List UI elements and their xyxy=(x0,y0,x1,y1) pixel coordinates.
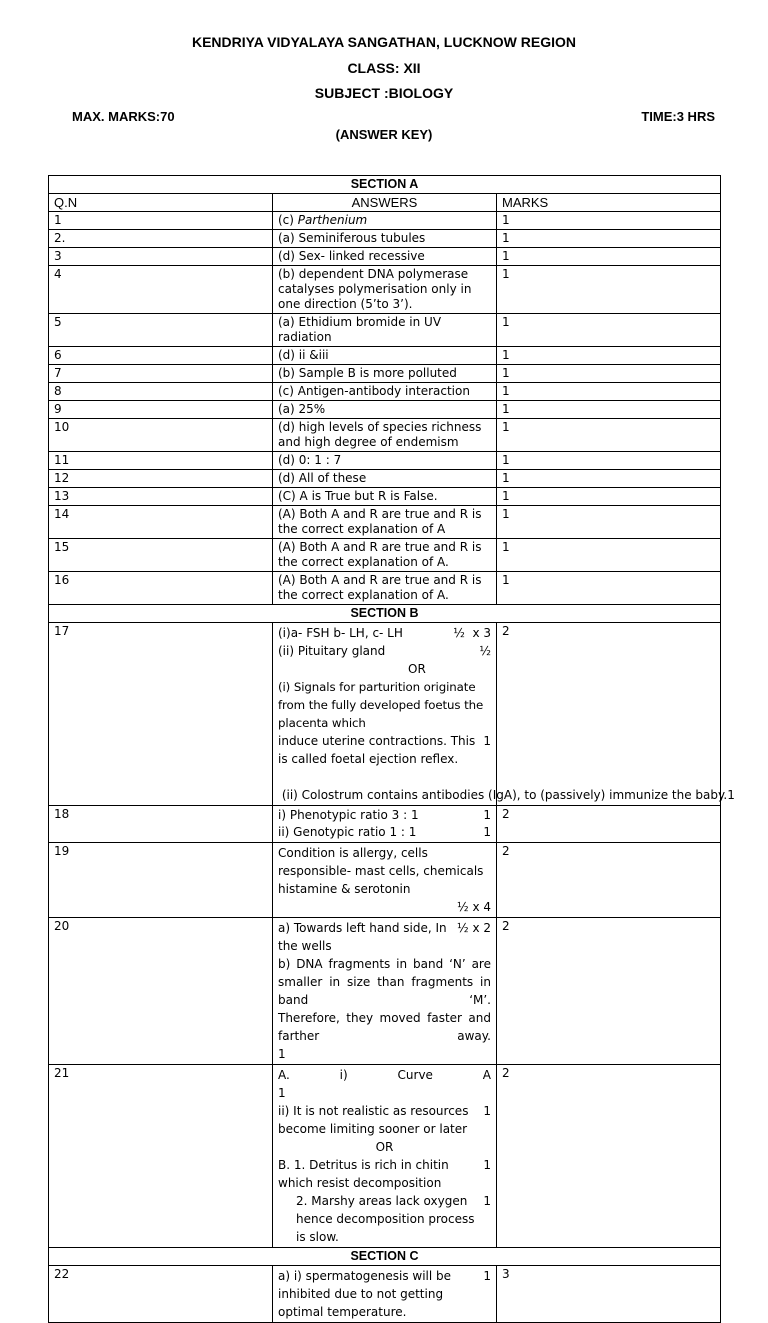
qn-cell: 6 xyxy=(49,347,273,365)
table-row xyxy=(49,212,721,230)
q21-line1-marks: 1 xyxy=(278,1086,286,1100)
q21-line4-marks: 1 xyxy=(483,1194,491,1208)
table-row-q17 xyxy=(49,623,721,806)
answer-cell: (a) 25% xyxy=(273,401,497,419)
qn-cell: 17 xyxy=(49,623,273,806)
marks-cell: 1 xyxy=(497,572,721,605)
qn-cell: 4 xyxy=(49,266,273,314)
qn-cell: 5 xyxy=(49,314,273,347)
q17-para2: induce uterine contractions. This is called foetal ejection reflex. xyxy=(278,734,476,766)
table-row xyxy=(49,230,721,248)
q17-para1: (i) Signals for parturition originate from the fully developed foetus the placenta which xyxy=(278,680,484,730)
section-b-title: SECTION B xyxy=(49,605,721,623)
q18-line1-marks: 1 xyxy=(483,808,491,822)
answer-cell: (d) All of these xyxy=(273,470,497,488)
col-answers: ANSWERS xyxy=(273,194,497,212)
qn-cell: 16 xyxy=(49,572,273,605)
qn-cell: 11 xyxy=(49,452,273,470)
table-row xyxy=(49,488,721,506)
table-row xyxy=(49,365,721,383)
q20-line1-marks: ½ x 2 xyxy=(457,921,491,935)
table-row xyxy=(49,248,721,266)
marks-cell: 1 xyxy=(497,452,721,470)
q17-or: OR xyxy=(408,662,426,676)
answer-cell xyxy=(273,806,497,843)
marks-cell: 1 xyxy=(497,488,721,506)
q22-line1: a) i) spermatogenesis will be inhibited due to not getting optimal temperature. xyxy=(278,1269,452,1319)
answer-cell: (a) Seminiferous tubules xyxy=(273,230,497,248)
q17-line1: (i)a- FSH b- LH, c- LH xyxy=(278,626,403,640)
q20-line4-marks: 1 xyxy=(278,1047,286,1061)
column-header-row xyxy=(49,194,721,212)
class-label: CLASS: XII xyxy=(347,60,421,76)
qn-cell: 1 xyxy=(49,212,273,230)
answer-cell: (C) A is True but R is False. xyxy=(273,488,497,506)
marks-cell: 1 xyxy=(497,266,721,314)
answer-cell: (A) Both A and R are true and R is the correct explanation of A. xyxy=(273,572,497,605)
section-b-header xyxy=(49,605,721,623)
qn-cell: 10 xyxy=(49,419,273,452)
col-marks: MARKS xyxy=(497,194,721,212)
table-row-q18 xyxy=(49,806,721,843)
answer-cell: (c) Antigen-antibody interaction xyxy=(273,383,497,401)
table-row-q20 xyxy=(49,918,721,1065)
answer-cell: (d) ii &iii xyxy=(273,347,497,365)
section-a-title: SECTION A xyxy=(49,176,721,194)
marks-cell: 1 xyxy=(497,314,721,347)
answer-cell: (d) high levels of species richness and high degree of endemism xyxy=(273,419,497,452)
qn-cell: 12 xyxy=(49,470,273,488)
answer-prefix: (c) xyxy=(278,213,298,227)
table-row-q21 xyxy=(49,1065,721,1248)
qn-cell: 21 xyxy=(49,1065,273,1248)
qn-cell: 18 xyxy=(49,806,273,843)
table-row xyxy=(49,314,721,347)
marks-cell: 2 xyxy=(497,843,721,918)
q20-line2: b) DNA fragments in band ‘N’ are smaller in size than fragments in band ‘M’. xyxy=(278,957,491,1007)
table-row xyxy=(49,539,721,572)
section-c-header xyxy=(49,1248,721,1266)
marks-cell: 1 xyxy=(497,248,721,266)
answer-cell: (A) Both A and R are true and R is the correct explanation of A xyxy=(273,506,497,539)
table-row-q19 xyxy=(49,843,721,918)
marks-cell: 1 xyxy=(497,365,721,383)
answer-italic: Parthenium xyxy=(297,213,368,227)
qn-cell: 8 xyxy=(49,383,273,401)
q17-line2: (ii) Pituitary gland xyxy=(278,644,386,658)
answer-cell: (d) Sex- linked recessive xyxy=(273,248,497,266)
answer-key-table xyxy=(48,175,735,1323)
answer-cell: (b) dependent DNA polymerase catalyses polymerisation only in one direction (5’to 3’). xyxy=(273,266,497,314)
table-row xyxy=(49,506,721,539)
table-row xyxy=(49,401,721,419)
q17-line1-marks: ½ x 3 xyxy=(453,626,491,640)
q21-line3: B. 1. Detritus is rich in chitin which resist decomposition xyxy=(278,1158,449,1190)
q21-line2-marks: 1 xyxy=(483,1104,491,1118)
answer-cell xyxy=(273,623,735,806)
q21-line4: 2. Marshy areas lack oxygen hence decomposition process is slow. xyxy=(296,1194,475,1244)
qn-cell: 13 xyxy=(49,488,273,506)
qn-cell: 22 xyxy=(49,1266,273,1323)
table-row xyxy=(49,452,721,470)
q21-or: OR xyxy=(375,1140,394,1154)
qn-cell: 9 xyxy=(49,401,273,419)
marks-cell: 1 xyxy=(497,506,721,539)
q18-line2: ii) Genotypic ratio 1 : 1 xyxy=(278,825,417,839)
marks-cell: 2 xyxy=(497,918,721,1065)
qn-cell: 19 xyxy=(49,843,273,918)
marks-cell: 2 xyxy=(497,623,721,806)
max-marks-label: MAX. MARKS:70 xyxy=(72,109,175,124)
qn-cell: 15 xyxy=(49,539,273,572)
table-row xyxy=(49,419,721,452)
marks-cell: 1 xyxy=(497,401,721,419)
section-a-header xyxy=(49,176,721,194)
qn-cell: 7 xyxy=(49,365,273,383)
q21-line2: ii) It is not realistic as resources become limiting sooner or later xyxy=(278,1104,469,1136)
q20-line1: a) Towards left hand side, In the wells xyxy=(278,921,447,953)
marks-cell: 2 xyxy=(497,1065,721,1248)
table-row-q22 xyxy=(49,1266,721,1323)
q19-marks-split: ½ x 4 xyxy=(457,900,491,914)
q18-line1: i) Phenotypic ratio 3 : 1 xyxy=(278,808,419,822)
answer-cell xyxy=(273,212,497,230)
marks-cell: 1 xyxy=(497,383,721,401)
q22-line1-marks: 1 xyxy=(483,1269,491,1283)
answer-cell: (d) 0: 1 : 7 xyxy=(273,452,497,470)
q17-line2-marks: ½ xyxy=(479,644,491,658)
q17-para3-marks: 1 xyxy=(727,788,735,802)
answer-cell xyxy=(273,843,497,918)
qn-cell: 14 xyxy=(49,506,273,539)
marks-cell: 1 xyxy=(497,419,721,452)
table-row xyxy=(49,347,721,365)
marks-cell: 1 xyxy=(497,539,721,572)
qn-cell: 3 xyxy=(49,248,273,266)
answer-cell: (a) Ethidium bromide in UV radiation xyxy=(273,314,497,347)
col-qn: Q.N xyxy=(49,194,273,212)
marks-cell: 1 xyxy=(497,470,721,488)
answer-cell: (b) Sample B is more polluted xyxy=(273,365,497,383)
answer-key-label: (ANSWER KEY) xyxy=(335,127,433,142)
answer-cell xyxy=(273,918,497,1065)
q17-para2-marks: 1 xyxy=(483,734,491,748)
org-title: KENDRIYA VIDYALAYA SANGATHAN, LUCKNOW REGION xyxy=(191,34,576,50)
subject-label: SUBJECT :BIOLOGY xyxy=(314,85,454,101)
marks-cell: 3 xyxy=(497,1266,721,1323)
q17-para3: (ii) Colostrum contains antibodies (IgA), to (passively) immunize the baby. xyxy=(278,788,728,802)
section-c-title: SECTION C xyxy=(49,1248,721,1266)
table-row xyxy=(49,383,721,401)
table-row xyxy=(49,470,721,488)
q20-line3: Therefore, they moved faster and farther away. xyxy=(278,1011,491,1043)
marks-cell: 1 xyxy=(497,230,721,248)
answer-cell xyxy=(273,1065,497,1248)
marks-cell: 1 xyxy=(497,347,721,365)
q21-line1: A. i) Curve A xyxy=(278,1068,491,1082)
qn-cell: 20 xyxy=(49,918,273,1065)
table-row xyxy=(49,572,721,605)
q21-line3-marks: 1 xyxy=(483,1158,491,1172)
table-row xyxy=(49,266,721,314)
qn-cell: 2. xyxy=(49,230,273,248)
marks-cell: 1 xyxy=(497,212,721,230)
q18-line2-marks: 1 xyxy=(483,825,491,839)
time-label: TIME:3 HRS xyxy=(641,109,715,124)
answer-cell xyxy=(273,1266,497,1323)
answer-cell: (A) Both A and R are true and R is the correct explanation of A. xyxy=(273,539,497,572)
marks-cell: 2 xyxy=(497,806,721,843)
q19-line1: Condition is allergy, cells responsible- mast cells, chemicals histamine & serotonin xyxy=(278,846,484,896)
